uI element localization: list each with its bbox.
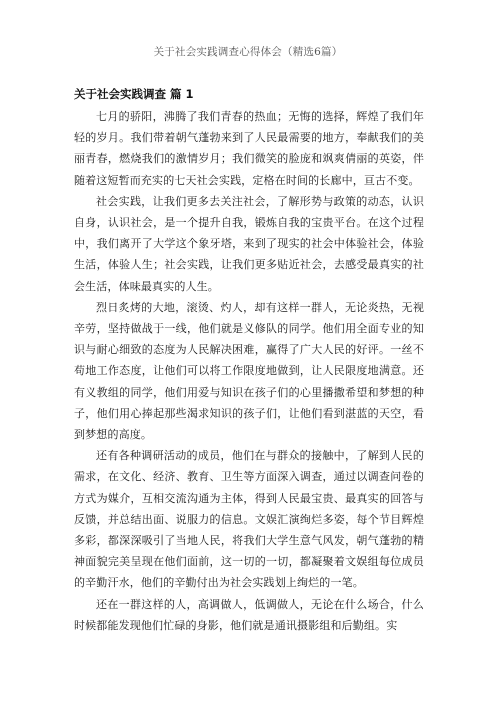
section-title: 关于社会实践调查 篇 1 [74, 87, 194, 101]
paragraph: 还有各种调研活动的成员，他们在与群众的接触中，了解到人民的需求，在文化、经济、教育、卫生等方面深入调查，通过以调查问卷的方式为媒介，互相交流沟通为主体，得到人民最宝贵、最真实的回答与反馈，并总结出面、说服力的信息。文娱汇演绚烂多姿，每个节目辉煌多彩，都深深吸引了当地人民，将我们大学生意气风发，朝气蓬勃的精神面貌完美呈现在他们面前，这一切的一切，都凝聚着文娱组每位成员的辛勤汗水，他们的辛勤付出为社会实践划上绚烂的一笔。 [74, 449, 424, 590]
paragraph: 烈日炙烤的大地，滚烫、灼人，却有这样一群人，无论炎热，无视辛劳，坚持做战于一线，他们就是义修队的同学。他们用全面专业的知识与耐心细致的态度为人民解决困难，赢得了广大人民的好评。一丝不苟地工作态度，让他们可以将工作限度地做到，让人民限度地满意。还有义教组的同学，他们用爱与知识在孩子们的心里播撒希望和梦想的种子，他们用心捧起那些渴求知识的孩子们，让他们看到湛蓝的天空，看到梦想的高度。 [74, 300, 424, 442]
paragraph: 还在一群这样的人，高调做人，低调做人，无论在什么场合，什么时候都能发现他们忙碌的身影，他们就是通讯摄影组和后勤组。实 [74, 597, 424, 632]
document-header: 关于社会实践调查心得体会（精选6篇） [153, 46, 343, 58]
paragraph: 社会实践，让我们更多去关注社会，了解形势与政策的动态，认识自身，认识社会，是一个提升自我，锻炼自我的宝贵平台。在这个过程中，我们离开了大学这个象牙塔，来到了现实的社会中体验社会，体验生活，体验人生；社会实践，让我们更多贴近社会，去感受最真实的社会生活，体味最真实的人生。 [74, 194, 424, 293]
body-text [74, 106, 424, 636]
paragraph: 七月的骄阳，沸腾了我们青春的热血；无悔的选择，辉煌了我们年轻的岁月。我们带着朝气蓬勃来到了人民最需要的地方，奉献我们的美丽青春，燃烧我们的激情岁月；我们微笑的脸庞和飒爽倩丽的英姿，伴随着这短暂而充实的七天社会实践，定格在时间的长廊中，亘古不变。 [74, 110, 424, 187]
